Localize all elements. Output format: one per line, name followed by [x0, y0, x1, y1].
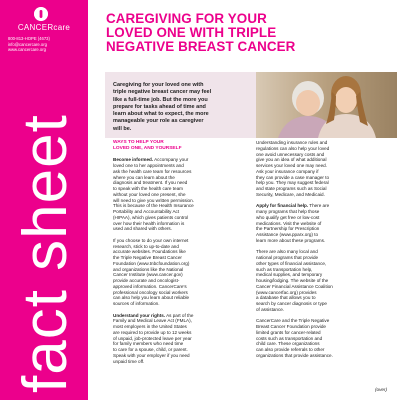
text-line: can also provide referrals to other: [256, 347, 325, 352]
text-line: who qualify get free or low-cost: [256, 214, 320, 220]
paragraph-lead: Become informed.: [113, 157, 154, 163]
text-line: help you. They may suggest federal: [256, 180, 329, 186]
text-line: limited grants for cancer-related: [256, 329, 321, 335]
text-line: search by cancer diagnosis or type: [256, 301, 327, 306]
text-line: are required to provide up to 12 weeks: [113, 329, 192, 335]
paragraph-financial-help: [256, 203, 384, 243]
text-line: Ask your insurance company if: [256, 168, 319, 174]
text-line: Speak with your employer if you need: [113, 352, 190, 358]
text-line: the Triple Negative Breast Cancer: [113, 255, 182, 260]
intro-line: learn about what to expect, the more: [113, 111, 209, 118]
text-line: provide accurate and oncologist-: [113, 278, 180, 283]
title-line: LOVED ONE WITH TRIPLE: [106, 25, 277, 41]
paragraph-local-programs: [256, 249, 384, 312]
text-line: Understanding insurance rules and: [256, 140, 328, 145]
paragraph-internet-research: [113, 238, 241, 307]
text-line: and state programs such as Social: [256, 186, 327, 191]
text-line: Portability and Accountability Act: [113, 209, 180, 214]
section-heading: [113, 140, 241, 152]
text-line: can also help you learn about reliable: [113, 295, 190, 301]
text-line: Foundation (www.tnbcfoundation.org): [113, 260, 190, 266]
paragraph-become-informed: [113, 157, 241, 232]
text-line: and organizations like the National: [113, 266, 184, 272]
text-line: professional oncology social workers: [113, 289, 188, 295]
text-line: to care for a spouse, child, or parent.: [113, 347, 188, 352]
title-line: NEGATIVE BREAST CANCER: [106, 39, 296, 55]
paragraph-insurance: [256, 140, 384, 198]
text-line: ask the health care team for resources: [113, 168, 192, 174]
text-line: Security, Medicare, and Medicaid.: [256, 191, 325, 197]
text-line: sources of information.: [113, 301, 160, 306]
text-line: used and shared with others.: [113, 226, 172, 232]
logo-text: CANCERcare: [17, 23, 71, 32]
text-line: unpaid time off.: [113, 358, 145, 364]
text-line: over how their health information is: [113, 220, 185, 226]
text-line: national programs that provide: [256, 255, 319, 260]
section-heading-line: LOVED ONE, AND YOURSELF: [113, 145, 182, 151]
text-line: for family members who need time: [113, 341, 184, 347]
cancercare-logo-icon: [34, 7, 48, 21]
contact-phone: 800-813-HOPE (4673): [8, 36, 50, 41]
text-line: medications. Visit the website of: [256, 220, 322, 226]
paragraph-grants: [256, 318, 384, 358]
text-line: other types of financial assistance,: [256, 260, 327, 266]
text-line: housing/lodging. The website of the: [256, 278, 329, 283]
text-line: the Partnership for Prescription: [256, 226, 320, 232]
text-line: Cancer Institute (www.cancer.gov): [113, 272, 183, 278]
text-line: give you an idea of what additional: [256, 157, 327, 163]
intro-text: [113, 82, 255, 133]
section-heading-line: WAYS TO HELP YOUR: [113, 140, 164, 145]
text-line: a database that allows you to: [256, 295, 316, 301]
fact-sheet-label: fact sheet: [11, 114, 80, 393]
title-line: CAREGIVING FOR YOUR: [106, 11, 267, 26]
text-line: (HIPAA), which gives patients control: [113, 214, 189, 220]
intro-line: like a full-time job. But the more you: [113, 96, 208, 103]
text-line: Accompany your: [153, 157, 189, 163]
text-line: organizations that provide assistance.: [256, 352, 333, 358]
text-line: medical supplies, and temporary: [256, 272, 323, 278]
text-line: There are: [308, 203, 330, 209]
text-line: regulations can also help your loved: [256, 145, 330, 151]
text-line: Cancer Financial Assistance Coalition: [256, 283, 333, 289]
text-line: without your loved one present, she: [113, 191, 186, 197]
text-line: of unpaid, job-protected leave per year: [113, 335, 192, 341]
left-column: [113, 140, 241, 370]
text-line: As part of the: [165, 312, 194, 318]
page-title: [106, 12, 396, 55]
text-line: loved one to her appointments and: [113, 163, 184, 168]
text-line: approved information. CancerCare's: [113, 283, 187, 289]
paragraph-lead: Understand your rights.: [113, 312, 166, 318]
contact-email[interactable]: info@cancercare.org: [8, 41, 47, 47]
text-line: Breast Cancer Foundation provide: [256, 324, 326, 329]
sidebar: [0, 0, 88, 400]
intro-line: prepare for tasks ahead of time and: [113, 103, 206, 110]
text-line: Family and Medical Leave Act (FMLA),: [113, 318, 192, 324]
continued-marker: (over): [375, 387, 387, 392]
intro-line: will be.: [113, 125, 132, 132]
text-line: of assistance.: [256, 306, 285, 312]
intro-line: triple negative breast cancer may feel: [113, 89, 212, 96]
text-line: to speak with the health care team: [113, 186, 183, 191]
text-line: where you can learn about the: [113, 174, 175, 180]
text-line: This is because of the Health Insurance: [113, 203, 194, 209]
contact-website[interactable]: www.cancercare.org: [8, 47, 46, 53]
intro-line: Caregiving for your loved one with: [113, 82, 204, 88]
text-line: There are also many local and: [256, 249, 318, 255]
contact-info: [8, 36, 84, 53]
text-line: (www.cancerfac.org) provides: [256, 289, 317, 295]
text-line: one avoid unnecessary costs and: [256, 151, 325, 157]
caregiver-photo: [256, 72, 397, 138]
text-line: services your loved one may need.: [256, 163, 327, 168]
text-line: costs such as transportation and: [256, 335, 323, 341]
text-line: they can provide a case manager to: [256, 174, 330, 180]
text-line: research, stick to up-to-date and: [113, 243, 179, 249]
text-line: accurate websites. Foundations like: [113, 249, 186, 255]
paragraph-lead: Apply for financial help.: [256, 203, 309, 209]
text-line: child care. These organizations: [256, 341, 320, 347]
right-column: [256, 140, 384, 364]
text-line: Assistance (www.pparx.org) to: [256, 232, 319, 237]
text-line: such as transportation help,: [256, 266, 313, 272]
text-line: learn more about these programs.: [256, 237, 326, 243]
intro-line: manageable your role as caregiver: [113, 118, 204, 125]
text-line: diagnosis and treatment. If you need: [113, 180, 188, 186]
paragraph-understand-rights: [113, 313, 241, 365]
text-line: most employers in the United States: [113, 324, 187, 329]
text-line: will need to give you written permission.: [113, 197, 194, 203]
text-line: CancerCare and the Triple Negative: [256, 318, 330, 324]
text-line: If you choose to do your own internet: [113, 237, 189, 243]
text-line: many programs that help those: [256, 209, 320, 214]
